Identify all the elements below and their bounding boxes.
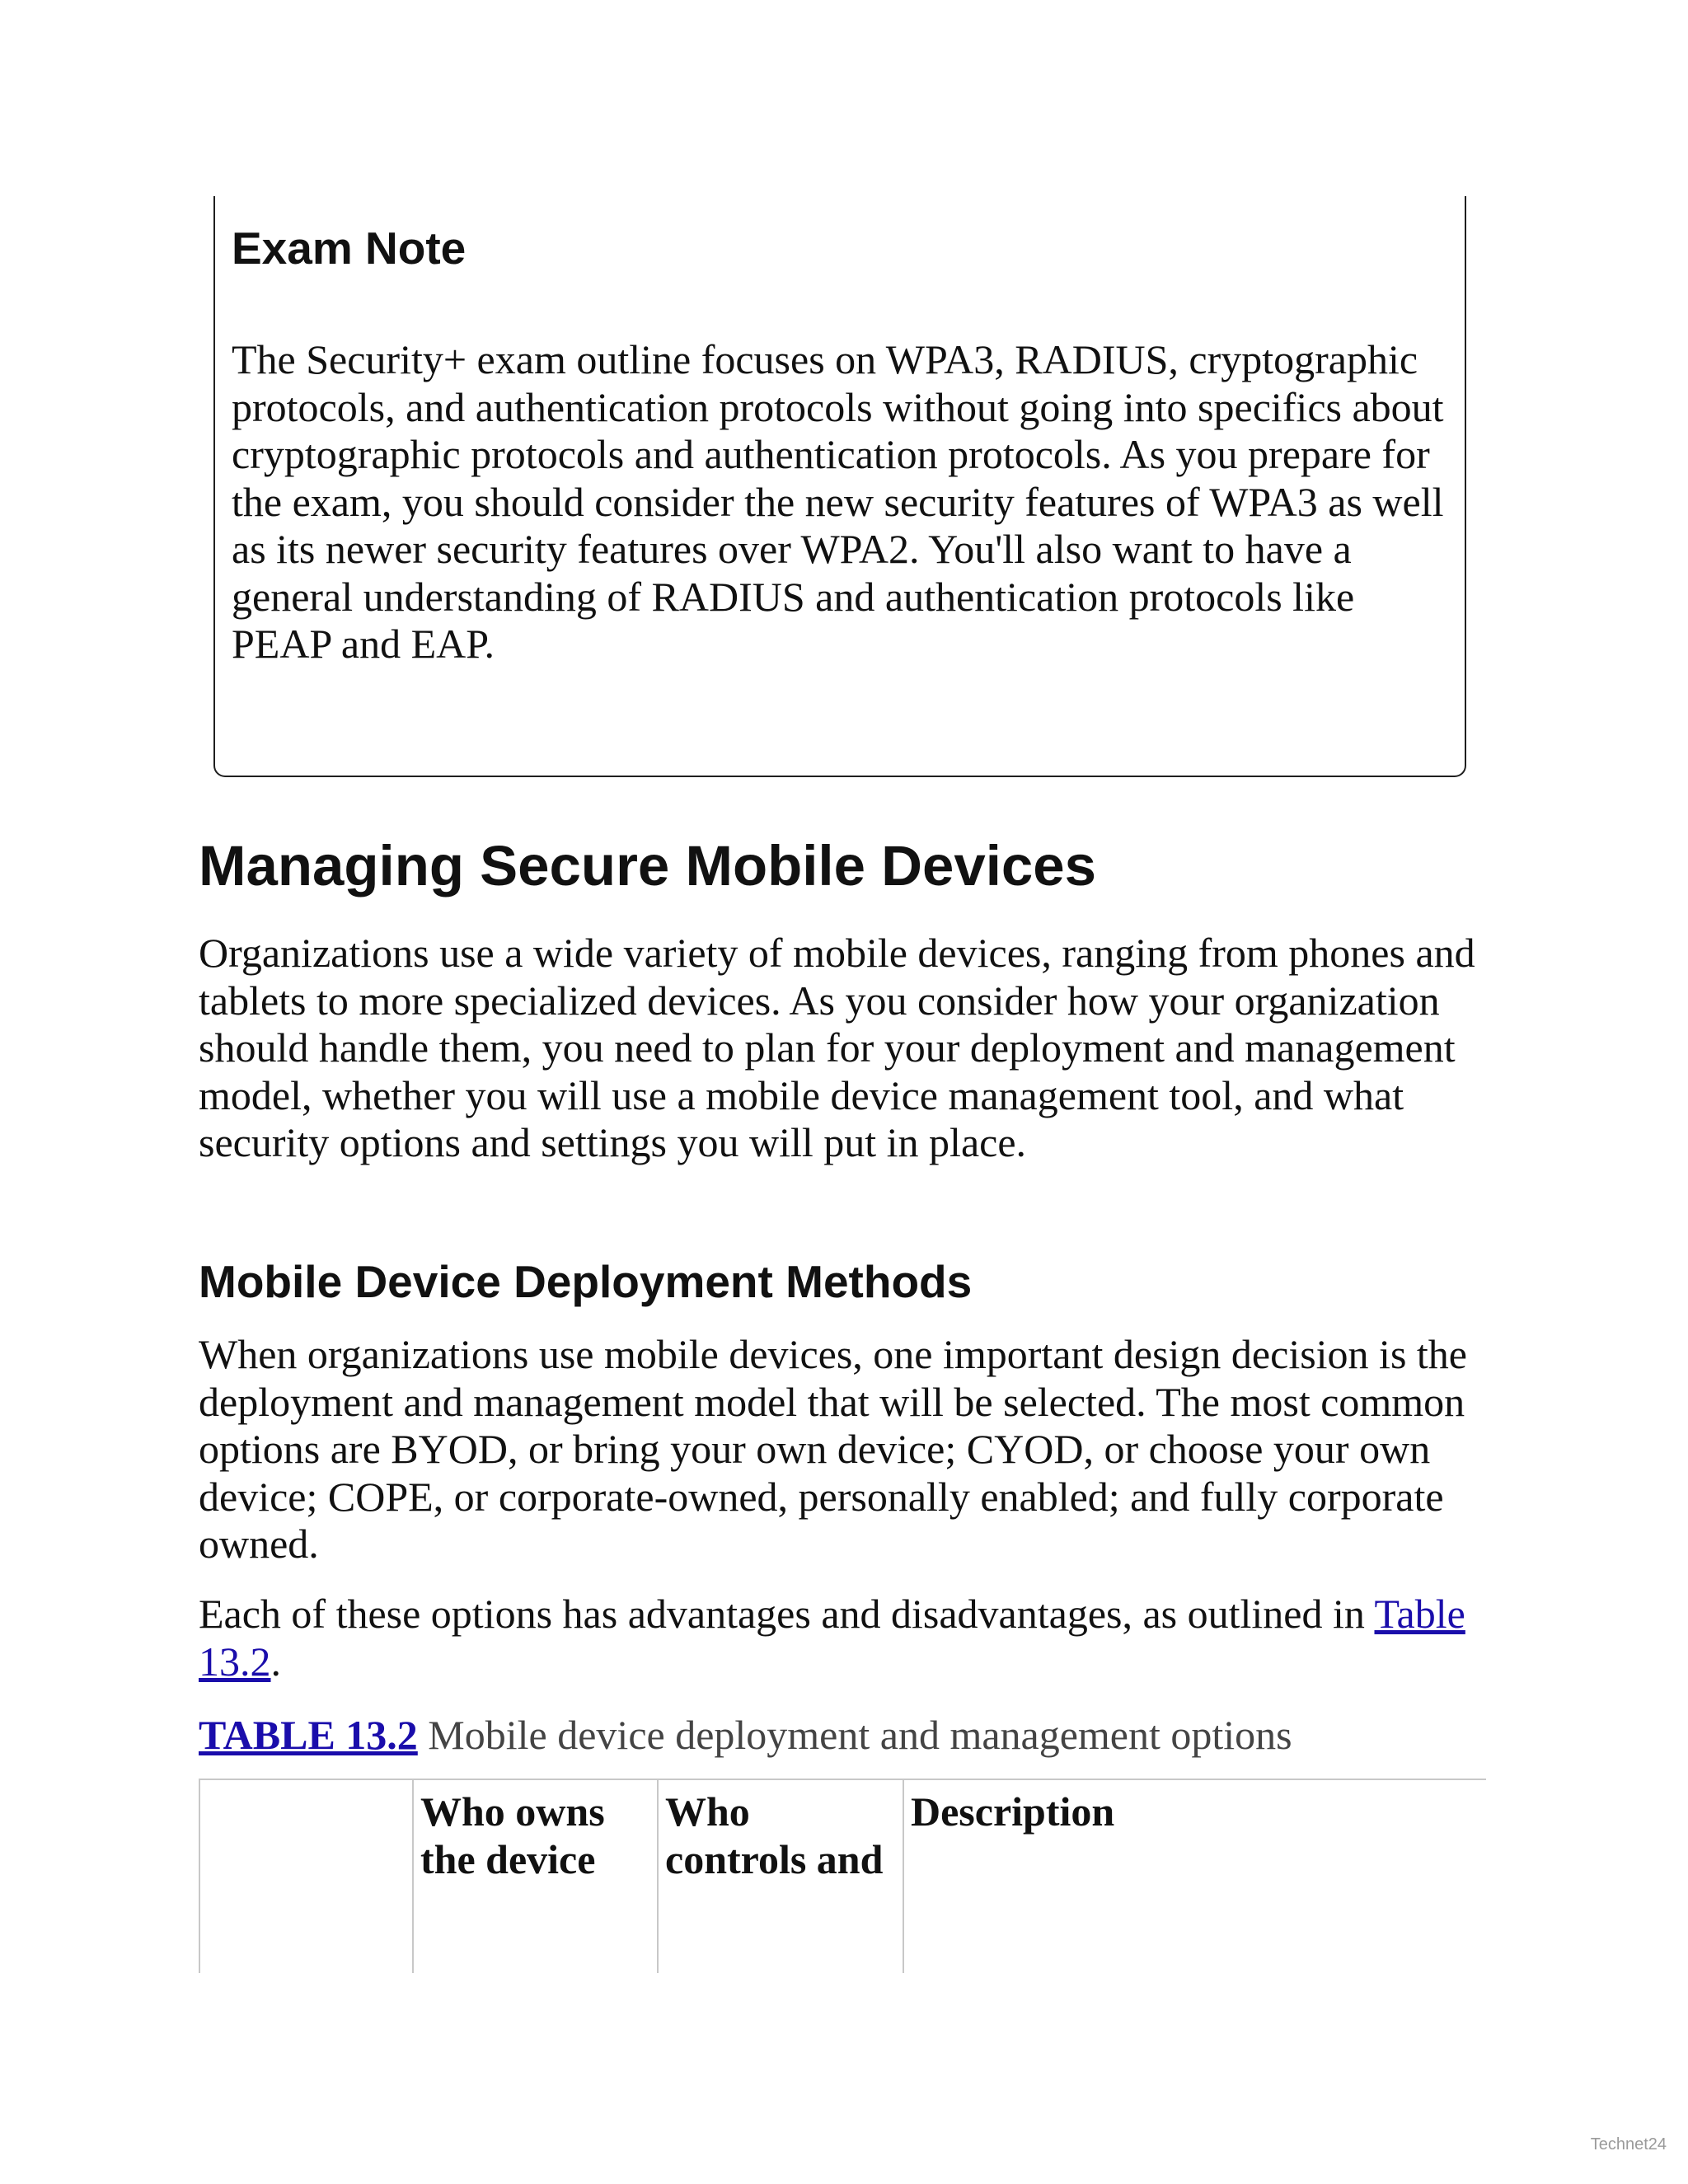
table-header-cell xyxy=(199,1779,413,1973)
paragraph-text-end: . xyxy=(270,1638,281,1685)
table-header-cell: Who owns the device xyxy=(413,1779,658,1973)
table-13-2-link[interactable]: Table 13.2 xyxy=(199,1591,1465,1685)
table-header-cell: Who controls and xyxy=(658,1779,903,1973)
table-caption xyxy=(199,1711,1292,1759)
section-title: Managing Secure Mobile Devices xyxy=(199,834,1097,898)
deployment-options-table xyxy=(199,1779,1486,1973)
table-caption-text: Mobile device deployment and management options xyxy=(417,1712,1292,1758)
subsection-title: Mobile Device Deployment Methods xyxy=(199,1256,973,1307)
exam-note-body: The Security+ exam outline focuses on WPA3, RADIUS, cryptographic protocols, and authentication protocols without going into specifics about cryptographic protocols and authentication protocols. As you prepare for the exam, you should consider the new security features of WPA3 as well as its newer security features over WPA2. You'll also want to have a general understanding of RADIUS and authentication protocols like PEAP and EAP. xyxy=(232,336,1444,667)
exam-note-title: Exam Note xyxy=(232,223,467,274)
table-header-cell: Description xyxy=(903,1779,1486,1973)
table-container xyxy=(199,1779,1486,1973)
paragraph-text: Each of these options has advantages and disadvantages, as outlined in xyxy=(199,1591,1375,1637)
table-caption-label-link[interactable]: TABLE 13.2 xyxy=(199,1712,418,1758)
section-intro: Organizations use a wide variety of mobile devices, ranging from phones and tablets to more specialized devices. As you consider how your organization should handle them, you need to plan for your deployment and management model, whether you will use a mobile device management tool, and what security options and settings you will put in place. xyxy=(199,930,1475,1165)
table-header-row xyxy=(199,1779,1486,1973)
subsection-paragraph-1: When organizations use mobile devices, one important design decision is the deployment and management model that will be selected. The most common options are BYOD, or bring your own device; CYOD, or choose your own device; COPE, or corporate-owned, personally enabled; and fully corporate owned. xyxy=(199,1331,1467,1567)
watermark: Technet24 xyxy=(1590,2135,1667,2154)
subsection-paragraph-2 xyxy=(199,1591,1501,1685)
